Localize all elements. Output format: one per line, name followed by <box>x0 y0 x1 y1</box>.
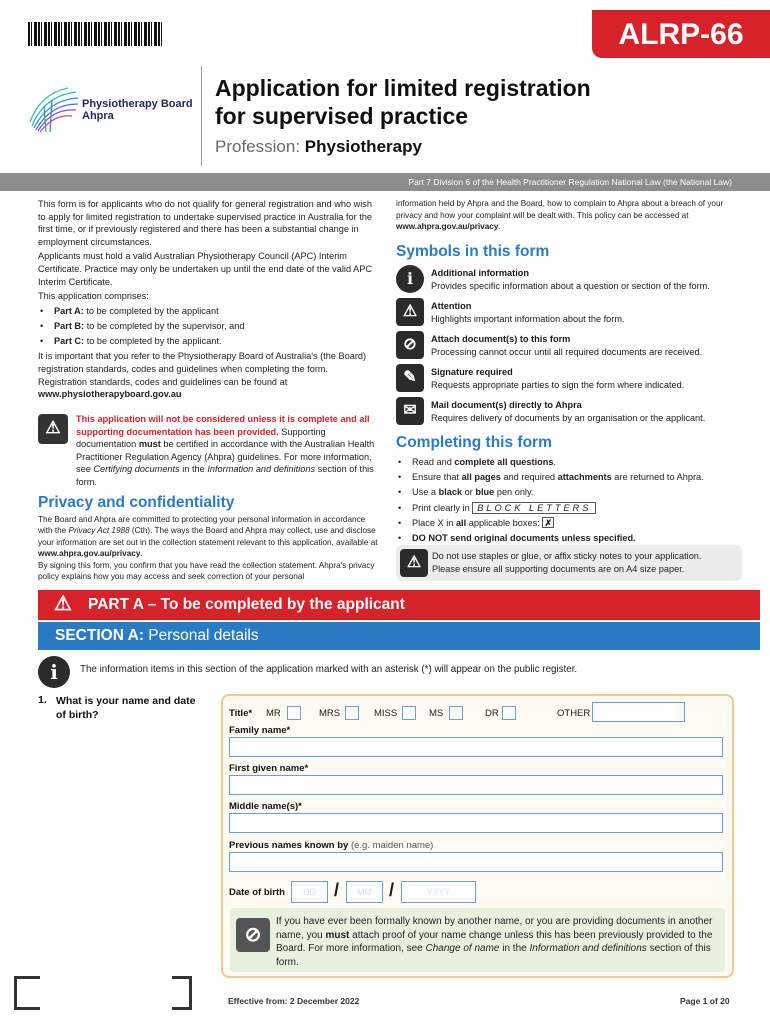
symbol-signature: ✎ Signature required Requests appropriate parties to sign the form where indicated. <box>396 364 746 394</box>
privacy-text: The Board and Ahpra are committed to protecting your personal information in accordance with the Privacy Act 1988 (Cth). The ways the Board and Ahpra may collect, use and disclose your information are set out in the collection statement relevant to this application, available at www.ahpra.gov.au/privacy. By signing this form, you confirm that you have read the collection statement. Ahpra's privacy policy explains how you may access and seek correction of your personal <box>38 515 378 582</box>
page-title: Application for limited registration for supervised practice <box>215 75 591 129</box>
divider <box>201 66 202 166</box>
info-icon: i <box>396 265 424 293</box>
x-box-sample: ✗ <box>542 517 554 528</box>
paperclip-icon: ⊘ <box>236 918 270 952</box>
symbol-mail: ✉ Mail document(s) directly to Ahpra Requires delivery of documents by an organisation or the applicant. <box>396 397 746 427</box>
logo-line1: Physiotherapy Board <box>82 98 193 110</box>
corner-mark <box>172 976 192 1010</box>
public-register-note: The information items in this section of the application marked with an asterisk (*) will appear on the public register. <box>80 664 578 675</box>
staples-note: ⚠ Do not use staples or glue, or affix sticky notes to your application. Please ensure all supporting documents are on A4 size paper. <box>396 545 742 581</box>
part-a-banner: ⚠ PART A – To be completed by the applicant <box>38 590 760 620</box>
mail-icon: ✉ <box>396 397 424 425</box>
page-number: Page 1 of 20 <box>680 996 730 1006</box>
symbol-attach: ⊘ Attach document(s) to this form Processing cannot occur until all required documents are received. <box>396 331 746 361</box>
first-name-input[interactable] <box>229 775 723 795</box>
logo-icon <box>24 86 84 136</box>
warning-icon: ⚠ <box>54 593 72 615</box>
family-name-label: Family name* <box>229 725 291 736</box>
middle-name-label: Middle name(s)* <box>229 801 302 812</box>
block-letters-sample: BLOCK LETTERS <box>472 502 596 514</box>
board-url[interactable]: www.physiotherapyboard.gov.au <box>38 389 182 400</box>
section-a-banner: SECTION A: Personal details <box>38 622 760 650</box>
title-ms-checkbox[interactable] <box>449 706 463 720</box>
date-separator: / <box>389 880 395 900</box>
title-dr-checkbox[interactable] <box>502 706 516 720</box>
completing-heading: Completing this form <box>396 434 552 451</box>
question-text: What is your name and date of birth? <box>56 695 196 721</box>
board-logo <box>24 86 194 136</box>
law-reference-bar: Part 7 Division 6 of the Health Practitioner Regulation National Law (the National Law) <box>0 173 770 191</box>
previous-names-label: Previous names known by (e.g. maiden name) <box>229 840 434 851</box>
form-code: ALRP-66 <box>592 10 770 58</box>
completing-list: • Read and complete all questions. • Ensure that all pages and required attachments are returned to Ahpra. • Use a black or blue pen only. • Print clearly in BLOCK LETTERS • Place X in all applicable boxes: ✗ • DO NOT send original documents unless specified. <box>396 456 746 547</box>
corner-mark <box>14 976 40 1010</box>
title-mr-checkbox[interactable] <box>287 706 301 720</box>
info-icon: i <box>38 656 70 688</box>
dob-year-input[interactable]: YYYY <box>401 881 476 903</box>
profession: Profession: Physiotherapy <box>215 137 422 156</box>
logo-line2: Ahpra <box>82 110 114 122</box>
intro-text: This form is for applicants who do not qualify for general registration and who wish to apply for limited registration to undertake supervised practice in Australia for the first time, or if previously registered and there has been a substantial change in employment circumstances. Applicants must hold a valid Australian Physiotherapy Council (APC) Interim Certificate. Practice may only be undertaken up until the end date of the valid APC Interim Certificate. This application comprises: • Part A: to be completed by the applicant • Part B: to be completed by the supervisor, and • Part C: to be completed by the applicant. It is important that you refer to the Physiotherapy Board of Australia's (the Board) registration standards, codes and guidelines when completing the form. Registration standards, codes and guidelines can be found at www.physiotherapyboard.gov.au <box>38 198 378 403</box>
parts-list: • Part A: to be completed by the applicant • Part B: to be completed by the supervisor, and • Part C: to be completed by the applicant. <box>38 305 378 348</box>
symbols-heading: Symbols in this form <box>396 243 550 260</box>
title-other-input[interactable] <box>592 702 685 722</box>
warning-icon: ⚠ <box>396 298 424 326</box>
symbol-info: i Additional information Provides specific information about a question or section of the form. <box>396 265 746 295</box>
warning-icon: ⚠ <box>400 549 428 577</box>
paperclip-icon: ⊘ <box>396 331 424 359</box>
privacy-continued: information held by Ahpra and the Board, how to complain to Ahpra about a breach of your privacy and how your complaint will be dealt with. This policy can be accessed at www.ahpra.gov.au/privacy. <box>396 199 724 232</box>
family-name-input[interactable] <box>229 737 723 757</box>
question-number: 1. <box>38 694 47 706</box>
date-separator: / <box>334 880 340 900</box>
warning-text: This application will not be considered unless it is complete and all supporting documentation has been provided. Supporting documentation must be certified in accordance with the Australian Health Practitioner Regulation Agency (Ahpra) guidelines. For more information, see Certifying documents in the Information and definitions section of this form. <box>76 414 375 487</box>
privacy-heading: Privacy and confidentiality <box>38 494 235 511</box>
pen-icon: ✎ <box>396 364 424 392</box>
symbol-attention: ⚠ Attention Highlights important information about the form. <box>396 298 746 328</box>
name-change-note: ⊘ If you have ever been formally known by another name, or you are providing documents in another name, you must attach proof of your name change unless this has been previously provided to the Board. For more information, see Change of name in the Information and definitions section of this form. <box>230 908 725 972</box>
warning-icon: ⚠ <box>38 414 68 444</box>
title-mrs-checkbox[interactable] <box>345 706 359 720</box>
title-miss-checkbox[interactable] <box>402 706 416 720</box>
previous-names-input[interactable] <box>229 852 723 872</box>
effective-date: Effective from: 2 December 2022 <box>228 996 360 1006</box>
dob-month-input[interactable]: MM <box>346 881 383 903</box>
middle-name-input[interactable] <box>229 813 723 833</box>
dob-label: Date of birth <box>229 887 285 898</box>
title-label: Title* <box>229 708 253 719</box>
barcode <box>28 22 162 46</box>
first-name-label: First given name* <box>229 763 309 774</box>
dob-day-input[interactable]: DD <box>291 881 328 903</box>
